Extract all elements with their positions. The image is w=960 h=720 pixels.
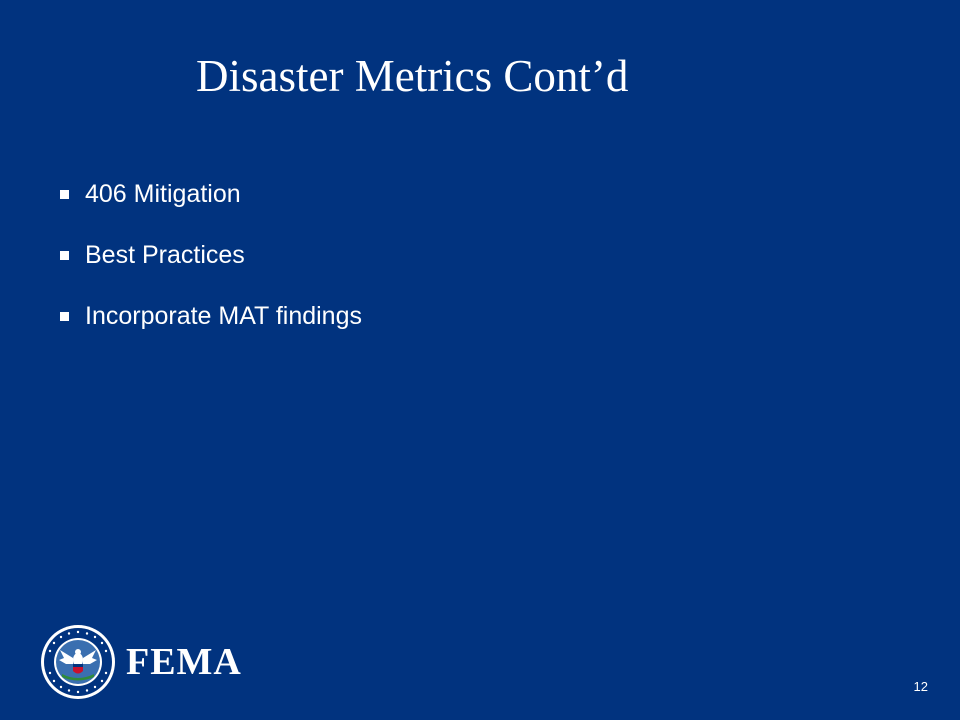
- bullet-text: Best Practices: [85, 240, 245, 269]
- square-bullet-icon: [60, 312, 69, 321]
- dhs-seal-icon: [40, 624, 116, 700]
- bullet-list: [58, 175, 362, 358]
- bullet-item: [58, 236, 362, 274]
- bullet-text: Incorporate MAT findings: [85, 301, 362, 330]
- square-bullet-icon: [60, 190, 69, 199]
- bullet-item: [58, 175, 362, 213]
- page-number: 12: [913, 679, 928, 694]
- bullet-text: 406 Mitigation: [85, 179, 241, 208]
- slide-title: Disaster Metrics Cont’d: [196, 51, 629, 101]
- fema-logo: [40, 624, 242, 700]
- bullet-item: [58, 297, 362, 335]
- square-bullet-icon: [60, 251, 69, 260]
- fema-wordmark: FEMA: [126, 641, 242, 683]
